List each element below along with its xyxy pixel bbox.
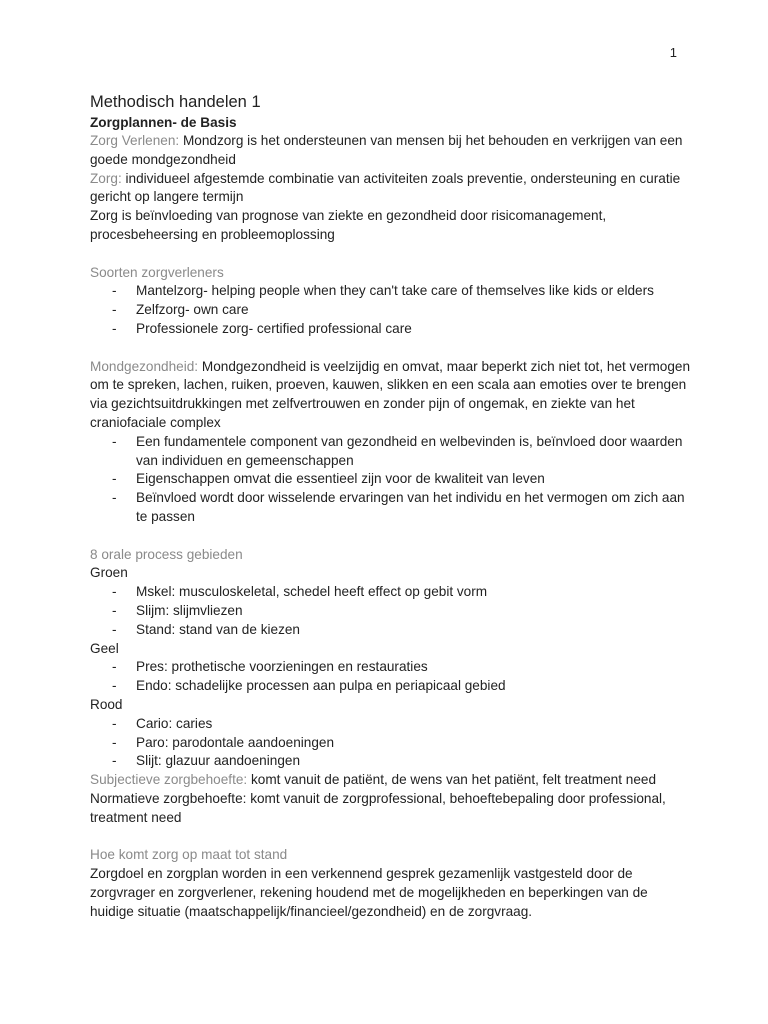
dash-bullet: - [112,320,117,336]
document-body [90,92,690,921]
definition-text: Mondzorg is het ondersteunen van mensen bij het behouden en verkrijgen van een goede mondgezondheid [90,133,683,167]
section-heading-orale: 8 orale process gebieden [90,546,243,562]
mondgezondheid-list [90,433,690,527]
dash-bullet: - [112,621,117,637]
definition-normatieve: Normatieve zorgbehoefte: komt vanuit de zorgprofessional, behoeftebepaling door professional, treatment need [90,790,666,825]
dash-bullet: - [112,302,117,318]
dash-bullet: - [112,678,117,694]
dash-bullet: - [112,283,117,299]
dash-bullet: - [112,584,117,600]
list-item: - Paro: parodontale aandoeningen [90,734,690,753]
list-item: - Cario: caries [90,715,690,734]
dash-bullet: - [112,490,117,506]
definition-term: Zorg: [90,170,122,186]
definition-subjectieve [90,771,690,790]
dash-bullet: - [112,433,117,449]
page-number: 1 [669,45,677,60]
section-heading-soorten: Soorten zorgverleners [90,264,224,280]
group-label-groen: Groen [90,565,128,581]
list-item: - Beïnvloed wordt door wisselende ervaringen van het individu en het vermogen om zich aan te passen [112,490,685,524]
definition-term: Subjectieve zorgbehoefte: [90,772,248,788]
definition-term: Mondgezondheid: [90,358,199,374]
dash-bullet: - [112,659,117,675]
definition-mondgezondheid [90,358,690,433]
groen-list [90,583,690,639]
list-item: - Zelfzorg- own care [90,301,690,320]
definition-zorg-verlenen [90,132,690,170]
group-label-rood: Rood [90,696,123,712]
soorten-list [90,282,690,338]
list-item: - Endo: schadelijke processen aan pulpa en periapicaal gebied [90,677,690,696]
hoe-text: Zorgdoel en zorgplan worden in een verkennend gesprek gezamenlijk vastgesteld door de zorgvrager en zorgverlener, rekening houdend met de mogelijkheden en beperkingen van de huidige situatie (maatschappelijk/financieel/gezondheid) en de zorgvraag. [90,866,648,919]
list-item: - Een fundamentele component van gezondheid en welbevinden is, beïnvloed door waarden van individuen en gemeenschappen [112,433,683,468]
zorg-note: Zorg is beïnvloeding van prognose van ziekte en gezondheid door risicomanagement, procesbeheersing en probleemoplossing [90,208,607,242]
list-item: - Slijm: slijmvliezen [90,602,690,621]
definition-text: Mondgezondheid is veelzijdig en omvat, maar beperkt zich niet tot, het vermogen om te spreken, lachen, ruiken, proeven, kauwen, slikken en een scala aan emoties over te brengen via gezichtsuitdrukkingen met zelfvertrouwen en zonder pijn of ongemak, en ziekte van het craniofaciale complex [90,358,691,430]
list-item: - Eigenschappen omvat die essentieel zijn voor de kwaliteit van leven [90,470,690,489]
document-subtitle: Zorgplannen- de Basis [90,115,237,130]
document-title: Methodisch handelen 1 [90,93,261,111]
dash-bullet: - [112,734,117,750]
group-label-geel: Geel [90,640,119,656]
section-heading-hoe: Hoe komt zorg op maat tot stand [90,847,288,863]
dash-bullet: - [112,753,117,769]
definition-term: Zorg Verlenen: [90,133,180,148]
list-item: - Stand: stand van de kiezen [90,621,690,640]
dash-bullet: - [112,471,117,487]
definition-text: komt vanuit de patiënt, de wens van het patiënt, felt treatment need [247,772,657,788]
list-item: - Professionele zorg- certified professional care [90,320,690,339]
list-item: - Mantelzorg- helping people when they can't take care of themselves like kids or elders [90,282,690,301]
geel-list [90,658,690,696]
dash-bullet: - [112,602,117,618]
rood-list [90,715,690,771]
list-item: - Slijt: glazuur aandoeningen [90,752,690,771]
definition-text: individueel afgestemde combinatie van activiteiten zoals preventie, ondersteuning en curatie gericht op langere termijn [90,170,681,205]
definition-zorg [90,170,690,208]
list-item: - Pres: prothetische voorzieningen en restauraties [90,658,690,677]
dash-bullet: - [112,715,117,731]
list-item: - Mskel: musculoskeletal, schedel heeft effect op gebit vorm [90,583,690,602]
